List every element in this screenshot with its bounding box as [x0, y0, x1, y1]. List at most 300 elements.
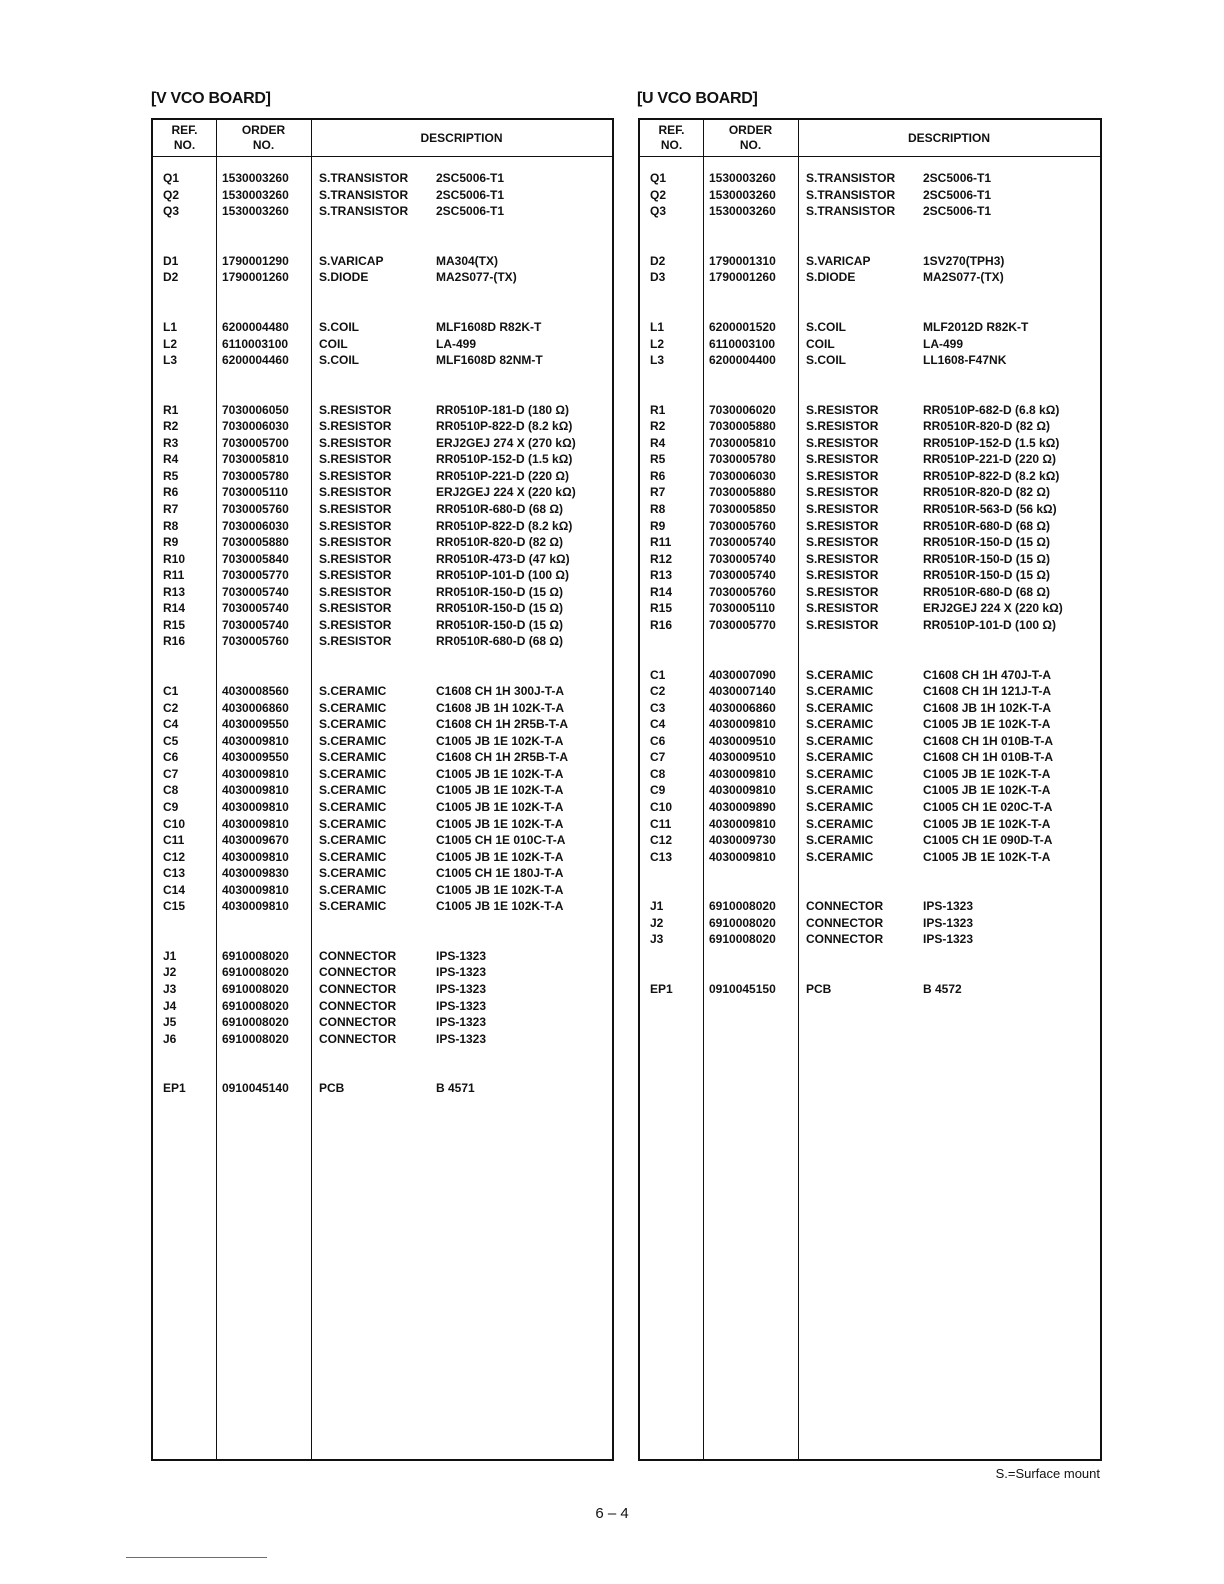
ref-no: C7: [650, 750, 666, 765]
ref-no: C1: [163, 684, 179, 699]
u-board-title: [U VCO BOARD]: [637, 90, 758, 107]
ref-no: R1: [163, 402, 179, 417]
part-model: 2SC5006-T1: [923, 204, 992, 219]
part-row: [153, 501, 612, 518]
ref-no: R12: [650, 551, 673, 566]
ref-no: D1: [163, 253, 179, 268]
ref-no: R4: [163, 452, 179, 467]
ref-no: C7: [163, 766, 179, 781]
ref-no: Q2: [163, 187, 180, 202]
part-type: S.RESISTOR: [319, 468, 392, 483]
part-row: [640, 915, 1100, 932]
order-no: 1530003260: [222, 204, 289, 219]
part-type: S.RESISTOR: [319, 634, 392, 649]
part-model: C1005 JB 1E 102K-T-A: [923, 717, 1051, 732]
order-no: 7030005780: [222, 468, 289, 483]
ref-no: R11: [163, 568, 185, 583]
part-type: S.RESISTOR: [806, 617, 879, 632]
part-model: C1005 JB 1E 102K-T-A: [436, 849, 564, 864]
header-order-line1: ORDER: [728, 123, 773, 137]
part-row: [153, 782, 612, 799]
ref-no: C2: [650, 684, 666, 699]
part-row: [153, 551, 612, 568]
part-model: RR0510R-150-D (15 Ω): [923, 568, 1051, 583]
part-type: S.RESISTOR: [319, 485, 392, 500]
ref-no: R16: [163, 634, 186, 649]
ref-no: L1: [650, 320, 665, 334]
ref-no: R14: [163, 601, 186, 616]
order-no: 6910008020: [709, 932, 776, 947]
part-row: [640, 187, 1100, 204]
ref-no: C4: [650, 717, 666, 732]
part-type: S.CERAMIC: [319, 882, 387, 897]
order-no: 4030007090: [709, 667, 776, 682]
part-model: RR0510R-150-D (15 Ω): [436, 601, 564, 616]
part-row: [640, 319, 1100, 336]
part-type: S.CERAMIC: [319, 799, 387, 814]
ref-no: R2: [163, 419, 179, 434]
ref-no: C10: [163, 816, 186, 831]
part-model: IPS-1323: [436, 1031, 487, 1046]
order-no: 4030009810: [709, 783, 776, 798]
part-model: C1005 CH 1E 180J-T-A: [436, 866, 564, 881]
part-row: [640, 782, 1100, 799]
part-row: [640, 849, 1100, 866]
ref-no: Q1: [650, 171, 667, 185]
part-type: S.RESISTOR: [319, 502, 392, 516]
ref-no: C13: [163, 866, 186, 881]
part-row: [640, 402, 1100, 419]
part-model: RR0510R-680-D (68 Ω): [436, 502, 564, 516]
header-description: DESCRIPTION: [907, 130, 990, 145]
order-no: 4030006860: [709, 700, 776, 715]
part-type: S.CERAMIC: [319, 700, 387, 715]
part-row: [640, 253, 1100, 270]
part-type: S.RESISTOR: [319, 601, 392, 616]
part-type: S.COIL: [806, 320, 847, 334]
part-model: C1608 JB 1H 102K-T-A: [436, 700, 565, 715]
ref-no: R15: [650, 601, 673, 616]
part-type: S.RESISTOR: [806, 584, 879, 599]
ref-no: Q1: [163, 171, 180, 185]
order-no: 7030006050: [222, 402, 289, 417]
part-row: [153, 799, 612, 816]
part-type: S.CERAMIC: [806, 783, 874, 798]
part-row: [153, 948, 612, 965]
ref-no: C15: [163, 899, 186, 914]
ref-no: C2: [163, 700, 179, 715]
part-type: PCB: [806, 982, 832, 996]
part-row: [640, 269, 1100, 286]
part-type: S.RESISTOR: [319, 435, 392, 450]
part-type: S.RESISTOR: [806, 435, 879, 450]
part-model: RR0510R-150-D (15 Ω): [436, 584, 564, 599]
part-row: [153, 518, 612, 535]
part-row: [153, 865, 612, 882]
order-no: 4030008560: [222, 684, 289, 699]
part-row: [640, 981, 1100, 998]
part-model: C1005 JB 1E 102K-T-A: [923, 766, 1051, 781]
part-row: [153, 484, 612, 501]
part-model: MLF2012D R82K-T: [923, 320, 1029, 334]
part-model: IPS-1323: [436, 965, 487, 980]
part-type: COIL: [319, 336, 348, 351]
order-no: 4030009810: [709, 849, 776, 864]
ref-no: R8: [163, 518, 179, 533]
order-no: 7030005110: [222, 485, 289, 500]
part-model: ERJ2GEJ 224 X (220 kΩ): [436, 485, 576, 500]
order-no: 6200004460: [222, 353, 289, 368]
ref-no: J1: [163, 948, 177, 963]
order-no: 7030005840: [222, 551, 289, 566]
part-type: S.CERAMIC: [806, 849, 874, 864]
part-model: RR0510R-820-D (82 Ω): [923, 419, 1051, 434]
header-ref-line1: REF.: [658, 123, 685, 137]
part-type: S.CERAMIC: [806, 733, 874, 748]
part-type: S.CERAMIC: [806, 700, 874, 715]
part-model: C1005 JB 1E 102K-T-A: [436, 799, 564, 814]
order-no: 6200001520: [709, 320, 776, 334]
part-model: RR0510R-680-D (68 Ω): [436, 634, 564, 649]
header-ref-line2: NO.: [660, 138, 683, 152]
part-type: S.COIL: [319, 320, 360, 334]
part-type: S.CERAMIC: [319, 849, 387, 864]
part-row: [640, 551, 1100, 568]
ref-no: R9: [650, 518, 666, 533]
ref-no-header: [640, 120, 703, 156]
part-row: [640, 700, 1100, 717]
part-model: RR0510P-221-D (220 Ω): [436, 468, 570, 483]
part-model: RR0510R-820-D (82 Ω): [923, 485, 1051, 500]
order-no-header: [703, 120, 798, 156]
header-order-line1: ORDER: [241, 123, 286, 137]
part-row: [153, 600, 612, 617]
part-model: LA-499: [436, 336, 477, 351]
order-no: 7030005880: [222, 535, 289, 550]
part-row: [153, 766, 612, 783]
part-row: [640, 584, 1100, 601]
part-type: S.RESISTOR: [319, 452, 392, 467]
part-row: [153, 402, 612, 419]
part-type: S.CERAMIC: [806, 816, 874, 831]
part-type: S.RESISTOR: [806, 485, 879, 500]
order-no: 1530003260: [222, 171, 289, 185]
order-no: 1790001310: [709, 253, 776, 268]
ref-no: C11: [163, 833, 185, 847]
part-row: [640, 170, 1100, 187]
part-row: [640, 617, 1100, 634]
order-no: 7030005740: [709, 568, 776, 583]
order-no: 7030005770: [222, 568, 289, 583]
part-row: [640, 898, 1100, 915]
u-board-table: [638, 118, 1102, 1461]
part-model: C1608 CH 1H 2R5B-T-A: [436, 717, 569, 732]
part-type: S.CERAMIC: [806, 667, 874, 682]
part-model: C1005 JB 1E 102K-T-A: [436, 766, 564, 781]
ref-no: J3: [650, 932, 664, 947]
part-model: 2SC5006-T1: [436, 187, 505, 202]
part-type: S.CERAMIC: [319, 717, 387, 732]
header-divider: [640, 156, 1100, 157]
part-model: IPS-1323: [923, 932, 974, 947]
part-type: CONNECTOR: [806, 932, 884, 947]
part-type: S.RESISTOR: [806, 452, 879, 467]
part-type: S.TRANSISTOR: [806, 187, 896, 202]
order-no: 4030009810: [222, 849, 289, 864]
part-type: S.RESISTOR: [319, 617, 392, 632]
order-no: 6910008020: [222, 1031, 289, 1046]
part-type: S.RESISTOR: [319, 584, 392, 599]
ref-no: C8: [163, 783, 179, 798]
part-type: S.RESISTOR: [806, 402, 879, 417]
part-type: S.RESISTOR: [319, 402, 392, 417]
part-model: RR0510R-680-D (68 Ω): [923, 518, 1051, 533]
part-row: [640, 683, 1100, 700]
order-no: 4030009810: [222, 899, 289, 914]
description-header: [798, 120, 1100, 156]
order-no: 6910008020: [709, 915, 776, 930]
order-no: 7030005740: [709, 535, 776, 550]
ref-no: C4: [163, 717, 179, 732]
part-type: S.RESISTOR: [806, 568, 879, 583]
ref-no: C6: [650, 733, 666, 748]
part-model: C1608 CH 1H 010B-T-A: [923, 733, 1054, 748]
ref-no: R6: [163, 485, 179, 500]
order-no: 7030006030: [222, 419, 289, 434]
part-model: 1SV270(TPH3): [923, 253, 1005, 268]
order-no: 4030009810: [222, 816, 289, 831]
order-no: 4030009810: [222, 733, 289, 748]
part-model: IPS-1323: [436, 998, 487, 1013]
ref-no: C8: [650, 766, 666, 781]
order-no: 1530003260: [709, 204, 776, 219]
part-model: C1608 CH 1H 010B-T-A: [923, 750, 1054, 765]
part-type: S.CERAMIC: [319, 816, 387, 831]
part-row: [640, 766, 1100, 783]
part-type: S.DIODE: [319, 270, 369, 285]
order-no: 1790001290: [222, 253, 289, 268]
ref-no: J5: [163, 1015, 177, 1030]
part-type: S.CERAMIC: [806, 750, 874, 765]
part-model: MA304(TX): [436, 253, 499, 268]
part-row: [640, 534, 1100, 551]
part-model: RR0510P-822-D (8.2 kΩ): [923, 468, 1060, 483]
ref-no: Q3: [650, 204, 667, 219]
ref-no: R3: [163, 435, 179, 450]
part-type: S.CERAMIC: [319, 684, 387, 699]
order-no: 0910045150: [709, 982, 776, 996]
part-type: CONNECTOR: [806, 899, 884, 914]
order-no: 7030005850: [709, 502, 776, 516]
part-model: C1005 CH 1E 010C-T-A: [436, 833, 566, 847]
part-row: [640, 667, 1100, 684]
ref-no: R13: [650, 568, 673, 583]
order-no: 4030009810: [709, 717, 776, 732]
part-row: [153, 1014, 612, 1031]
part-model: C1005 JB 1E 102K-T-A: [436, 816, 564, 831]
ref-no: R9: [163, 535, 179, 550]
ref-no: D3: [650, 270, 666, 285]
part-type: S.RESISTOR: [319, 518, 392, 533]
part-type: CONNECTOR: [319, 1015, 397, 1030]
part-type: S.TRANSISTOR: [806, 171, 896, 185]
order-no: 7030005740: [222, 584, 289, 599]
order-no: 4030009550: [222, 750, 289, 765]
order-no: 1790001260: [709, 270, 776, 285]
part-model: MLF1608D R82K-T: [436, 320, 542, 334]
part-row: [153, 733, 612, 750]
order-no: 1530003260: [709, 187, 776, 202]
order-no: 4030009810: [709, 816, 776, 831]
part-type: S.VARICAP: [806, 253, 871, 268]
order-no: 4030009510: [709, 733, 776, 748]
part-model: LA-499: [923, 336, 964, 351]
ref-no: C9: [163, 799, 179, 814]
ref-no: L2: [163, 336, 178, 351]
ref-no: R1: [650, 402, 666, 417]
part-type: S.CERAMIC: [319, 733, 387, 748]
ref-no: D2: [163, 270, 179, 285]
part-type: S.RESISTOR: [806, 518, 879, 533]
ref-no: R15: [163, 617, 186, 632]
ref-no: EP1: [163, 1081, 186, 1096]
part-model: RR0510P-101-D (100 Ω): [923, 617, 1057, 632]
part-type: S.RESISTOR: [806, 535, 879, 550]
part-row: [153, 468, 612, 485]
part-row: [640, 336, 1100, 353]
part-type: S.RESISTOR: [319, 419, 392, 434]
part-row: [153, 749, 612, 766]
part-row: [153, 716, 612, 733]
part-type: S.TRANSISTOR: [319, 187, 409, 202]
part-type: S.CERAMIC: [319, 899, 387, 914]
part-type: S.VARICAP: [319, 253, 384, 268]
part-row: [153, 203, 612, 220]
order-no: 6110003100: [222, 336, 289, 351]
order-no: 6910008020: [222, 1015, 289, 1030]
part-model: RR0510R-150-D (15 Ω): [923, 535, 1051, 550]
order-no: 0910045140: [222, 1081, 289, 1096]
part-model: IPS-1323: [436, 948, 487, 963]
part-row: [640, 832, 1100, 849]
part-model: C1005 CH 1E 090D-T-A: [923, 833, 1053, 847]
part-model: IPS-1323: [436, 1015, 487, 1030]
part-model: MA2S077-(TX): [923, 270, 1004, 285]
order-no: 7030006030: [222, 518, 289, 533]
part-model: IPS-1323: [436, 982, 487, 996]
part-row: [153, 269, 612, 286]
part-type: CONNECTOR: [319, 965, 397, 980]
part-row: [153, 898, 612, 915]
order-no: 4030006860: [222, 700, 289, 715]
ref-no: C9: [650, 783, 666, 798]
part-row: [640, 501, 1100, 518]
part-type: S.RESISTOR: [806, 502, 879, 516]
order-no: 4030009830: [222, 866, 289, 881]
part-row: [640, 352, 1100, 369]
ref-no: D2: [650, 253, 666, 268]
part-row: [153, 882, 612, 899]
ref-no: R10: [163, 551, 186, 566]
ref-no: R2: [650, 419, 666, 434]
order-no: 1790001260: [222, 270, 289, 285]
footer-rule: [126, 1557, 267, 1558]
order-no: 7030006030: [709, 468, 776, 483]
order-no: 7030005810: [709, 435, 776, 450]
order-no: 7030005810: [222, 452, 289, 467]
order-no: 1530003260: [709, 171, 776, 185]
part-model: RR0510P-152-D (1.5 kΩ): [436, 452, 573, 467]
part-row: [153, 418, 612, 435]
part-model: C1005 JB 1E 102K-T-A: [923, 849, 1051, 864]
part-model: C1005 JB 1E 102K-T-A: [923, 783, 1051, 798]
part-model: B 4571: [436, 1081, 475, 1096]
ref-no: C14: [163, 882, 186, 897]
part-row: [153, 700, 612, 717]
part-type: S.RESISTOR: [319, 568, 392, 583]
order-no: 7030005740: [709, 551, 776, 566]
order-no: 4030009810: [222, 783, 289, 798]
part-row: [640, 484, 1100, 501]
ref-no: C13: [650, 849, 673, 864]
ref-no: J1: [650, 899, 664, 914]
part-row: [640, 567, 1100, 584]
part-row: [640, 749, 1100, 766]
order-no: 7030005760: [709, 584, 776, 599]
part-model: LL1608-F47NK: [923, 353, 1007, 368]
order-no: 6110003100: [709, 336, 776, 351]
part-row: [640, 451, 1100, 468]
ref-no: R5: [650, 452, 666, 467]
ref-no-header: [153, 120, 216, 156]
part-type: S.RESISTOR: [806, 419, 879, 434]
part-model: C1608 CH 1H 300J-T-A: [436, 684, 565, 699]
part-row: [153, 187, 612, 204]
order-no: 7030005760: [222, 502, 289, 516]
ref-no: J4: [163, 998, 177, 1013]
part-model: C1608 CH 1H 121J-T-A: [923, 684, 1052, 699]
surface-mount-footnote: S.=Surface mount: [995, 1466, 1100, 1481]
part-row: [153, 683, 612, 700]
ref-no: C12: [650, 833, 673, 847]
part-model: RR0510P-682-D (6.8 kΩ): [923, 402, 1060, 417]
ref-no: R7: [163, 502, 179, 516]
ref-no: R6: [650, 468, 666, 483]
part-model: MA2S077-(TX): [436, 270, 517, 285]
header-ref-line2: NO.: [173, 138, 196, 152]
ref-no: R14: [650, 584, 673, 599]
part-type: CONNECTOR: [319, 998, 397, 1013]
part-row: [153, 816, 612, 833]
part-model: RR0510P-181-D (180 Ω): [436, 402, 570, 417]
part-type: COIL: [806, 336, 835, 351]
part-type: CONNECTOR: [319, 1031, 397, 1046]
part-row: [153, 451, 612, 468]
part-model: RR0510R-820-D (82 Ω): [436, 535, 564, 550]
part-type: S.RESISTOR: [806, 551, 879, 566]
order-no: 6910008020: [222, 965, 289, 980]
ref-no: J3: [163, 982, 177, 996]
part-model: RR0510R-473-D (47 kΩ): [436, 551, 570, 566]
order-no: 4030009810: [222, 799, 289, 814]
v-board-title: [V VCO BOARD]: [151, 90, 271, 107]
page-number: 6 – 4: [595, 1505, 629, 1522]
part-type: S.CERAMIC: [806, 799, 874, 814]
order-no: 7030005880: [709, 485, 776, 500]
part-row: [153, 352, 612, 369]
ref-no: R8: [650, 502, 666, 516]
part-type: S.CERAMIC: [319, 866, 387, 881]
